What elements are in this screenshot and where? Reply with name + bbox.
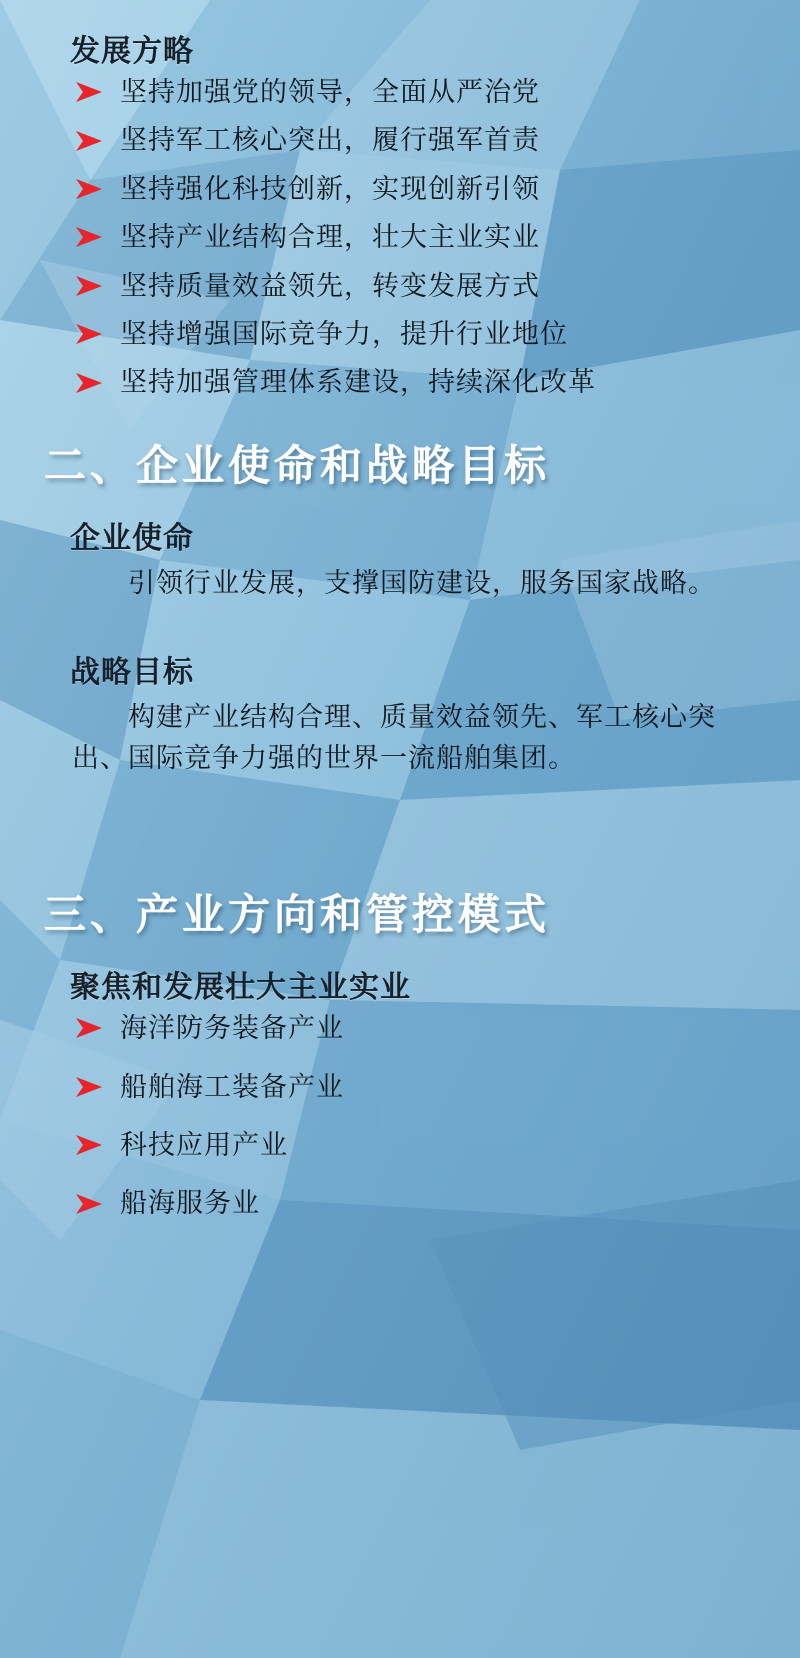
list-item-label: 坚持加强党的领导，全面从严治党 [120,77,540,107]
subheading-development-strategy: 发展方略 [70,35,194,68]
arrow-icon [76,1193,102,1215]
list-item [76,221,772,253]
arrow-icon [76,178,102,200]
section-heading-two: 二、企业使命和战略目标 [44,441,551,489]
list-item [76,1071,772,1103]
list-item [76,1012,772,1044]
subheading-enterprise-mission: 企业使命 [70,521,194,555]
arrow-icon [76,275,102,297]
list-item [76,124,772,156]
section-heading-three: 三、产业方向和管控模式 [44,891,551,939]
list-item-label: 船舶海工装备产业 [120,1071,344,1102]
list-item-label: 海洋防务装备产业 [120,1013,344,1044]
list-item-label: 坚持产业结构合理，壮大主业实业 [120,222,540,253]
bullet-list-industry-directions [76,1012,772,1220]
subheading-core-business: 聚焦和发展壮大主业实业 [70,971,411,1005]
arrow-icon [76,226,102,248]
list-item-label: 坚持加强管理体系建设，持续深化改革 [120,367,596,398]
arrow-icon [76,81,102,103]
list-item [76,76,772,108]
paragraph-strategic-goal: 构建产业结构合理、质量效益领先、军工核心突出、国际竞争力强的世界一流船舶集团。 [72,702,716,773]
arrow-icon [76,1134,102,1156]
arrow-icon [76,1017,102,1039]
spacer [28,0,772,26]
spacer [28,603,772,647]
list-item-label: 坚持军工核心突出，履行强军首责 [120,125,540,156]
arrow-icon [76,372,102,394]
list-item [76,1129,772,1161]
arrow-icon [76,1076,102,1098]
arrow-icon [76,130,102,152]
list-item [76,270,772,302]
list-item-label: 坚持增强国际竞争力，提升行业地位 [120,318,568,349]
subheading-strategic-goal: 战略目标 [70,656,194,690]
list-item-label: 坚持强化科技创新，实现创新引领 [120,173,540,204]
list-item [76,173,772,205]
list-item-label: 船海服务业 [120,1188,260,1219]
arrow-icon [76,323,102,345]
paragraph-enterprise-mission: 引领行业发展，支撑国防建设，服务国家战略。 [128,567,716,598]
list-item [76,366,772,398]
list-item [76,1187,772,1219]
list-item-label: 坚持质量效益领先，转变发展方式 [120,270,540,301]
bullet-list-development-strategy [76,76,772,399]
list-item [76,318,772,350]
list-item-label: 科技应用产业 [120,1130,288,1161]
spacer [28,778,772,848]
